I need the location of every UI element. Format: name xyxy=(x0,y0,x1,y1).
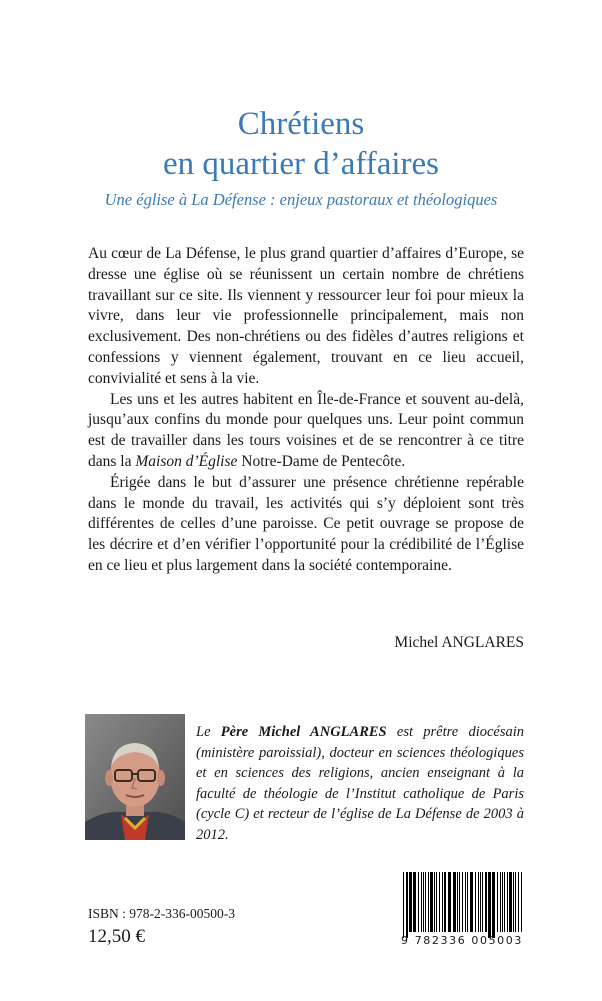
barcode-bar xyxy=(502,872,503,932)
book-title xyxy=(0,104,602,184)
barcode-bar xyxy=(485,872,487,932)
bio-prefix: Le xyxy=(196,724,211,740)
barcode-bar xyxy=(504,872,505,932)
barcode-bar xyxy=(475,872,476,932)
barcode-bar xyxy=(462,872,463,932)
author-portrait-image xyxy=(85,714,185,840)
barcode-bar xyxy=(459,872,460,932)
barcode-bar xyxy=(509,872,512,932)
title-line-2: en quartier d’affaires xyxy=(162,146,440,182)
barcode-bar xyxy=(436,872,437,932)
barcode-bar xyxy=(515,872,516,932)
author-bio xyxy=(196,722,524,845)
barcode-bar xyxy=(409,872,412,932)
barcode-bar xyxy=(442,872,443,932)
barcode-bar xyxy=(444,872,446,932)
barcode-bar xyxy=(418,872,419,932)
barcode-bar xyxy=(513,872,514,932)
barcode-bar xyxy=(521,872,522,932)
barcode-bar xyxy=(507,872,508,932)
barcode-bar xyxy=(488,872,491,938)
barcode-bar xyxy=(403,872,404,938)
barcode-bar xyxy=(421,872,422,932)
barcode-bar xyxy=(430,872,433,932)
barcode-bar xyxy=(478,872,479,932)
title-line-1: Chrétiens xyxy=(237,106,365,142)
bio-name: Père Michel ANGLARES xyxy=(220,724,387,740)
maison-eglise-italic: Maison d’Église xyxy=(135,452,238,470)
book-subtitle: Une église à La Défense : enjeux pastoraux et théologiques xyxy=(104,190,498,209)
bio-text: est prêtre diocésain (ministère paroissial), docteur en sciences théologiques et en sciences des religions, ancien enseignant à la faculté de théologie de l’Institut catholique de Paris (cycle C) et recteur de l’église de La Défense de 2003 à 2012. xyxy=(196,724,525,843)
barcode-bar xyxy=(480,872,481,932)
barcode-bar xyxy=(406,872,408,938)
barcode-bar xyxy=(518,872,519,932)
isbn-label: ISBN : 978-2-336-00500-3 xyxy=(88,906,235,921)
blurb-paragraph-2 xyxy=(88,390,524,473)
barcode-bar xyxy=(470,872,473,932)
blurb-paragraph-2-start: Les uns et les autres habitent en Île-de-France et souvent au-delà, jusqu’aux confins du monde pour quelques uns. Leur point commun est de travailler dans les tours voisines et de se rencontrer à ce titre dans la xyxy=(88,390,524,470)
barcode-bar xyxy=(448,872,451,932)
barcode-bar xyxy=(428,872,429,932)
author-signature: Michel ANGLARES xyxy=(394,634,524,651)
barcode-bar xyxy=(497,872,498,932)
blurb-paragraph-2-end: Notre-Dame de Pentecôte. xyxy=(241,452,406,470)
barcode-number: 9 782336 005003 xyxy=(401,934,523,947)
blurb-text xyxy=(88,244,524,577)
author-photo xyxy=(85,714,185,840)
barcode-bar xyxy=(423,872,424,932)
blurb-paragraph-1: Au cœur de La Défense, le plus grand quartier d’affaires d’Europe, se dresse une église où se réunissent un certain nombre de chrétiens travaillant sur ce site. Ils viennent y ressourcer leur foi pour mieux la vivre, dans leur vie professionnelle principalement, mais non exclusivement. Des non-chrétiens ou des fidèles d’autres religions et confessions y viennent également, trouvant en ce lieu accueil, convivialité et sens à la vie. xyxy=(88,245,524,387)
barcode-bar xyxy=(467,872,468,932)
barcode-bar xyxy=(439,872,440,932)
barcode-bar xyxy=(434,872,435,932)
barcode-bar xyxy=(457,872,458,932)
price-label: 12,50 € xyxy=(88,926,145,947)
barcode-bar xyxy=(453,872,456,932)
barcode-bar xyxy=(425,872,426,932)
barcode-bar xyxy=(492,872,495,938)
barcode-bar xyxy=(500,872,501,932)
blurb-paragraph-3: Érigée dans le but d’assurer une présence chrétienne repérable dans le monde du travail, les activités qui s’y déploient sont très différentes de celles d’une paroisse. Ce petit ouvrage se propose de les décrire et d’en vérifier l’opportunité pour la crédibilité de l’Église en ce lieu et plus largement dans la société contemporaine. xyxy=(88,473,524,574)
barcode-bar xyxy=(465,872,466,932)
barcode-bar xyxy=(413,872,416,932)
barcode-bar xyxy=(482,872,483,932)
